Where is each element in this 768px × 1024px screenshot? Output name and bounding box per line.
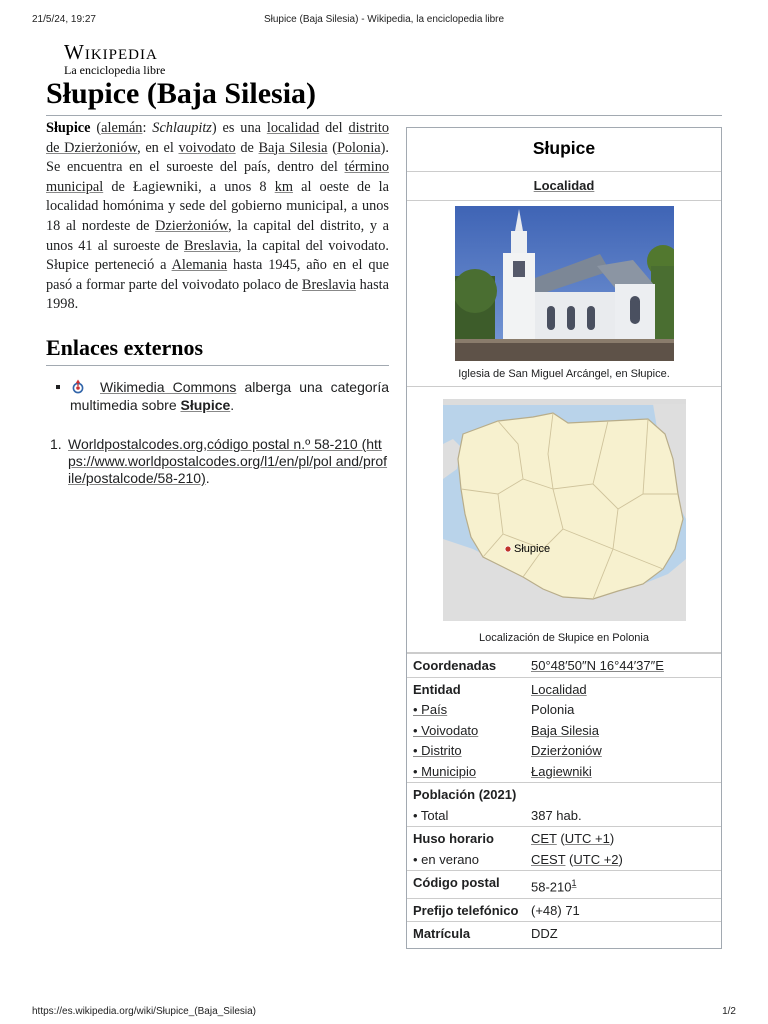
link-alemania[interactable]: Alemania (171, 257, 228, 274)
link-commons-category[interactable]: Słupice (180, 396, 231, 413)
infobox-map (407, 387, 721, 653)
table-row: • Total 387 hab. (413, 807, 582, 823)
municipio-label[interactable]: • Municipio (413, 763, 477, 779)
infobox-subtitle (407, 172, 721, 201)
article-subject: Słupice (46, 120, 91, 136)
link-polonia[interactable]: Polonia (336, 139, 381, 156)
distrito-link[interactable]: Dzierżoniów (531, 743, 602, 758)
wikipedia-logo[interactable] (64, 41, 165, 77)
german-name: Schlaupitz (152, 120, 212, 136)
location-map[interactable] (443, 399, 686, 621)
link-localidad[interactable]: localidad (266, 120, 320, 136)
references-list (46, 436, 389, 487)
list-item: Wikimedia Commons alberga una categoría multimedia sobre Słupice. (46, 378, 389, 414)
table-row: Matrícula DDZ (407, 922, 721, 948)
link-distrito[interactable]: distrito de Dzierżoniów (46, 120, 389, 156)
link-breslavia-voivodato[interactable]: Breslavia (301, 276, 356, 293)
distrito-label[interactable]: • Distrito (413, 743, 462, 758)
table-row: Huso horario CET (UTC +1) (407, 827, 721, 850)
link-termino-municipal[interactable]: término municipal (46, 159, 389, 195)
table-row: • en verano CEST (UTC +2) (413, 851, 623, 867)
map-marker-label: Słupice (513, 543, 550, 555)
table-row: • País Polonia (413, 702, 575, 717)
link-breslavia[interactable]: Breslavia (183, 237, 238, 254)
table-row (407, 762, 721, 783)
coordinates-link[interactable]: 50°48′50″N 16°44′37″E (531, 658, 664, 673)
photo-caption: Iglesia de San Miguel Arcángel, en Słupice. (458, 368, 670, 380)
table-row (407, 741, 721, 762)
link-dzierzoniow[interactable]: Dzierżoniów (155, 217, 229, 234)
logo-wordmark: Wikipedia (64, 40, 158, 64)
print-page-number: 1/2 (722, 1006, 736, 1017)
church-photo[interactable] (455, 206, 674, 361)
infobox-table (407, 653, 721, 948)
voivodato-label[interactable]: • Voivodato (413, 722, 479, 738)
logo-tagline: La enciclopedia libre (64, 63, 166, 77)
bullet-icon (56, 385, 60, 389)
lagiewniki-text: Łagiewniki (132, 178, 199, 195)
municipio-link[interactable]: Łagiewniki (531, 763, 592, 779)
title-divider (46, 115, 722, 116)
reference-sup[interactable]: 1 (571, 878, 577, 888)
external-links-heading: Enlaces externos (46, 335, 389, 366)
cest-link[interactable]: CEST (531, 851, 566, 867)
infobox-title: Słupice (407, 128, 721, 172)
link-wikimedia-commons[interactable]: Wikimedia Commons (100, 378, 237, 395)
page-title: Słupice (Baja Silesia) (46, 77, 317, 110)
link-baja-silesia[interactable]: Baja Silesia (258, 139, 328, 156)
print-url: https://es.wikipedia.org/wiki/Słupice_(Baja_Silesia) (32, 1006, 256, 1017)
map-caption: Localización de Słupice en Polonia (478, 632, 649, 644)
print-date: 21/5/24, 19:27 (32, 14, 96, 25)
print-title: Słupice (Baja Silesia) - Wikipedia, la enciclopedia libre (263, 14, 505, 25)
table-row (407, 721, 721, 742)
wikimedia-commons-icon (70, 379, 86, 395)
article-content (46, 119, 389, 487)
infobox-photo (407, 201, 721, 387)
link-voivodato[interactable]: voivodato (178, 139, 236, 156)
table-row: Coordenadas 50°48′50″N 16°44′37″E (407, 654, 721, 678)
reference-link[interactable]: Worldpostalcodes.org,código postal n.º 58-210 (https://www.worldpostalcodes.org/l1/en/pl/pol and/profile/postalcode/58-210) (68, 435, 388, 486)
entidad-link[interactable]: Localidad (531, 681, 587, 697)
table-row: Entidad Localidad (407, 677, 721, 700)
pais-label[interactable]: • País (413, 702, 448, 717)
utc2-link[interactable]: UTC +2 (573, 851, 619, 867)
table-row: Población (2021) (407, 783, 721, 806)
voivodato-link[interactable]: Baja Silesia (531, 722, 599, 738)
cet-link[interactable]: CET (531, 831, 557, 846)
link-localidad-type[interactable]: Localidad (533, 178, 595, 193)
infobox (406, 127, 722, 949)
utc1-link[interactable]: UTC +1 (564, 831, 610, 846)
table-row: Prefijo telefónico (+48) 71 (407, 898, 721, 922)
external-links-list (46, 378, 389, 414)
lead-paragraph: Słupice (alemán: Schlaupitz) es una localidad del distrito de Dzierżoniów, en el voivodato de Baja Silesia (Polonia). Se encuentra en el suroeste del país, dentro del término municipal de Łagiewniki, a unos 8 km al oeste de la localidad homónima y sede del gobierno municipal, a unos 18 al nordeste de Dzierżoniów, la capital del distrito, y a unos 41 al suroeste de Breslavia, la capital del voivodato. Słupice perteneció a Alemania hasta 1945, año en el que pasó a formar parte del voivodato polaco de Breslavia hasta 1998. (46, 120, 390, 313)
link-km[interactable]: km (274, 178, 293, 195)
table-row: Código postal $58-210^1$ (407, 871, 721, 899)
reference-item: 1. Worldpostalcodes.org,código postal n.º 58-210 (https://www.worldpostalcodes.org/l1/en/pl/pol and/profile/postalcode/58-210). (50, 435, 388, 486)
link-aleman[interactable]: alemán (101, 120, 143, 136)
